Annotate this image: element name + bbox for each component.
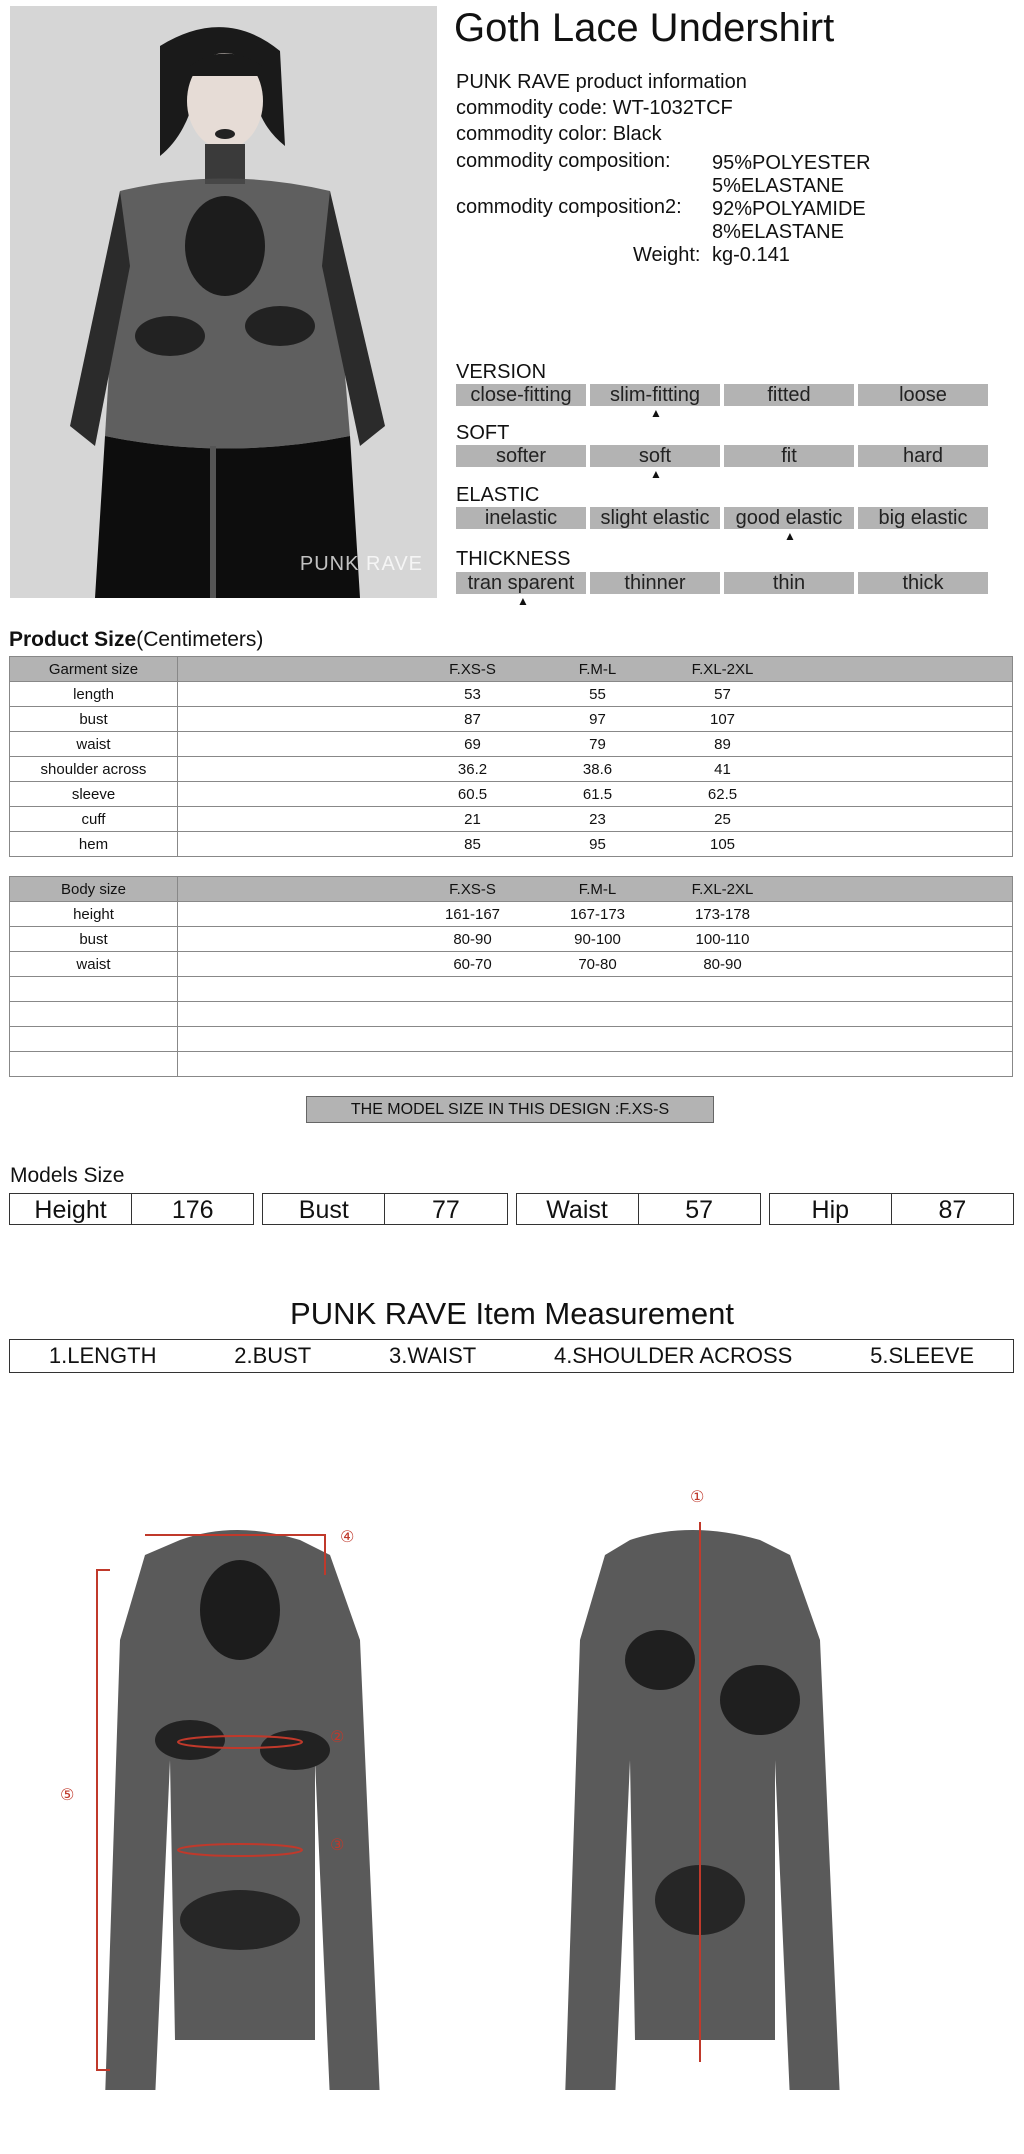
watermark: PUNK RAVE bbox=[299, 553, 423, 575]
elastic-indicator-icon: ▲ bbox=[784, 529, 796, 543]
marker-length: ① bbox=[690, 1487, 705, 1506]
measure-item: 2.BUST bbox=[234, 1343, 312, 1368]
garment-measure-illustration bbox=[60, 1480, 980, 2090]
cell: 105 bbox=[709, 835, 736, 853]
version-option: loose bbox=[858, 384, 988, 406]
marker-sleeve: ⑤ bbox=[60, 1785, 75, 1804]
measure-item: 4.SHOULDER ACROSS bbox=[553, 1343, 793, 1368]
garment-size-header: Garment size bbox=[10, 657, 178, 682]
product-size-unit: (Centimeters) bbox=[136, 628, 264, 651]
comp-value-2: 5%ELASTANE bbox=[712, 175, 844, 197]
size-col: F.XS-S bbox=[449, 880, 496, 898]
row-label: height bbox=[10, 902, 178, 927]
comp2-value-2: 8%ELASTANE bbox=[712, 221, 844, 243]
table-row bbox=[10, 1002, 1013, 1027]
weight-label: Weight: bbox=[633, 244, 701, 266]
size-col: F.XS-S bbox=[449, 660, 496, 678]
cell: 80-90 bbox=[703, 955, 742, 973]
table-row bbox=[10, 757, 1013, 782]
soft-option: soft bbox=[590, 445, 720, 467]
cell: 90-100 bbox=[574, 930, 621, 948]
model-bust bbox=[262, 1193, 507, 1225]
table-row bbox=[10, 927, 1013, 952]
commodity-color bbox=[456, 123, 662, 146]
attr-version-label: VERSION bbox=[456, 361, 547, 383]
thickness-option: thin bbox=[724, 572, 854, 594]
cell: 69 bbox=[464, 735, 481, 753]
weight-value: kg-0.141 bbox=[712, 244, 790, 266]
thickness-indicator-icon: ▲ bbox=[517, 594, 529, 608]
row-label: bust bbox=[10, 707, 178, 732]
elastic-option: inelastic bbox=[456, 507, 586, 529]
marker-bust: ② bbox=[330, 1727, 345, 1746]
cell: 55 bbox=[589, 685, 606, 703]
table-header-row bbox=[10, 877, 1013, 902]
version-indicator-icon: ▲ bbox=[650, 406, 662, 420]
back-garment bbox=[565, 1530, 840, 2090]
table-row bbox=[10, 1052, 1013, 1077]
marker-shoulder: ④ bbox=[340, 1527, 355, 1546]
attr-thickness-label: THICKNESS bbox=[456, 548, 571, 570]
model-hip bbox=[769, 1193, 1014, 1225]
product-photo bbox=[10, 6, 437, 598]
model-measure-label: Bust bbox=[263, 1194, 385, 1224]
measure-item: 1.LENGTH bbox=[48, 1343, 157, 1368]
table-row bbox=[10, 682, 1013, 707]
front-garment bbox=[105, 1530, 380, 2090]
row-label: waist bbox=[10, 732, 178, 757]
cell: 79 bbox=[589, 735, 606, 753]
cell: 57 bbox=[714, 685, 731, 703]
measurement-title: PUNK RAVE Item Measurement bbox=[290, 1296, 734, 1331]
row-label: sleeve bbox=[10, 782, 178, 807]
attr-elastic-label: ELASTIC bbox=[456, 484, 540, 506]
cell: 38.6 bbox=[582, 760, 613, 778]
cell: 173-178 bbox=[694, 905, 751, 923]
cell: 36.2 bbox=[457, 760, 488, 778]
sleeve-line bbox=[97, 1570, 110, 2070]
cell: 53 bbox=[464, 685, 481, 703]
size-col: F.XL-2XL bbox=[691, 880, 754, 898]
product-title: Goth Lace Undershirt bbox=[454, 6, 835, 50]
cell: 161-167 bbox=[444, 905, 501, 923]
table-row bbox=[10, 782, 1013, 807]
code-label: commodity code: bbox=[456, 97, 608, 119]
thickness-option: thinner bbox=[590, 572, 720, 594]
model-measure-label: Waist bbox=[517, 1194, 639, 1224]
table-row bbox=[10, 1027, 1013, 1052]
model-waist bbox=[516, 1193, 761, 1225]
cell: 62.5 bbox=[707, 785, 738, 803]
row-label: length bbox=[10, 682, 178, 707]
comp2-value-1: 92%POLYAMIDE bbox=[712, 198, 866, 220]
measure-item: 5.SLEEVE bbox=[870, 1343, 975, 1368]
soft-indicator-icon: ▲ bbox=[650, 467, 662, 481]
marker-waist: ③ bbox=[330, 1835, 345, 1854]
table-row bbox=[10, 902, 1013, 927]
table-row bbox=[10, 977, 1013, 1002]
code-value: WT-1032TCF bbox=[612, 97, 733, 119]
color-value: Black bbox=[612, 123, 662, 145]
cell: 85 bbox=[464, 835, 481, 853]
models-size-row bbox=[9, 1193, 1014, 1225]
body-size-table bbox=[9, 876, 1013, 1077]
measurement-legend bbox=[9, 1339, 1014, 1373]
measure-item: 3.WAIST bbox=[389, 1343, 477, 1368]
table-row bbox=[10, 807, 1013, 832]
color-label: commodity color: bbox=[456, 123, 608, 145]
size-col: F.XL-2XL bbox=[691, 660, 754, 678]
thickness-scale bbox=[456, 572, 988, 594]
product-size-heading: Product Size bbox=[9, 628, 137, 651]
model-measure-label: Height bbox=[10, 1194, 132, 1224]
comp-label: commodity composition: bbox=[456, 150, 671, 172]
body-size-header: Body size bbox=[10, 877, 178, 902]
cell: 95 bbox=[589, 835, 606, 853]
version-option: fitted bbox=[724, 384, 854, 406]
model-measure-label: Hip bbox=[770, 1194, 892, 1224]
info-heading: PUNK RAVE product information bbox=[456, 71, 747, 93]
commodity-code bbox=[456, 97, 733, 120]
thickness-option: tran sparent bbox=[456, 572, 586, 594]
cell: 60-70 bbox=[453, 955, 492, 973]
model-measure-value: 57 bbox=[685, 1196, 714, 1224]
cell: 80-90 bbox=[453, 930, 492, 948]
cell: 21 bbox=[464, 810, 481, 828]
garment-diagram bbox=[60, 1480, 980, 2090]
elastic-option: big elastic bbox=[858, 507, 988, 529]
version-option: close-fitting bbox=[456, 384, 586, 406]
cell: 41 bbox=[714, 760, 731, 778]
elastic-scale bbox=[456, 507, 988, 529]
cell: 25 bbox=[714, 810, 731, 828]
cell: 87 bbox=[464, 710, 481, 728]
row-label: bust bbox=[10, 927, 178, 952]
attr-soft-label: SOFT bbox=[456, 422, 510, 444]
product-size-title bbox=[9, 628, 263, 652]
cell: 23 bbox=[589, 810, 606, 828]
size-col: F.M-L bbox=[578, 880, 617, 898]
soft-option: hard bbox=[858, 445, 988, 467]
table-header-row bbox=[10, 657, 1013, 682]
soft-option: softer bbox=[456, 445, 586, 467]
row-label: hem bbox=[10, 832, 178, 857]
version-option: slim-fitting bbox=[590, 384, 720, 406]
cell: 107 bbox=[709, 710, 736, 728]
cell: 89 bbox=[714, 735, 731, 753]
cell: 97 bbox=[589, 710, 606, 728]
size-col: F.M-L bbox=[578, 660, 617, 678]
cell: 100-110 bbox=[695, 930, 750, 948]
model-measure-value: 87 bbox=[938, 1196, 967, 1224]
row-label: waist bbox=[10, 952, 178, 977]
garment-size-table bbox=[9, 656, 1013, 857]
model-size-note: THE MODEL SIZE IN THIS DESIGN :F.XS-S bbox=[306, 1096, 714, 1123]
version-scale bbox=[456, 384, 988, 406]
cell: 70-80 bbox=[578, 955, 617, 973]
cell: 167-173 bbox=[569, 905, 626, 923]
model-illustration bbox=[10, 6, 437, 598]
model-measure-value: 77 bbox=[432, 1196, 460, 1224]
table-row bbox=[10, 832, 1013, 857]
cell: 61.5 bbox=[582, 785, 613, 803]
thickness-option: thick bbox=[858, 572, 988, 594]
soft-option: fit bbox=[724, 445, 854, 467]
model-height bbox=[9, 1193, 254, 1225]
row-label: cuff bbox=[10, 807, 178, 832]
model-measure-value: 176 bbox=[171, 1196, 214, 1224]
elastic-option: slight elastic bbox=[590, 507, 720, 529]
comp2-label: commodity composition2: bbox=[456, 196, 682, 218]
comp-value-1: 95%POLYESTER bbox=[712, 152, 871, 174]
table-row bbox=[10, 732, 1013, 757]
table-row bbox=[10, 707, 1013, 732]
models-size-title: Models Size bbox=[10, 1164, 125, 1187]
table-row bbox=[10, 952, 1013, 977]
elastic-option: good elastic bbox=[724, 507, 854, 529]
row-label: shoulder across bbox=[10, 757, 178, 782]
soft-scale bbox=[456, 445, 988, 467]
cell: 60.5 bbox=[457, 785, 488, 803]
